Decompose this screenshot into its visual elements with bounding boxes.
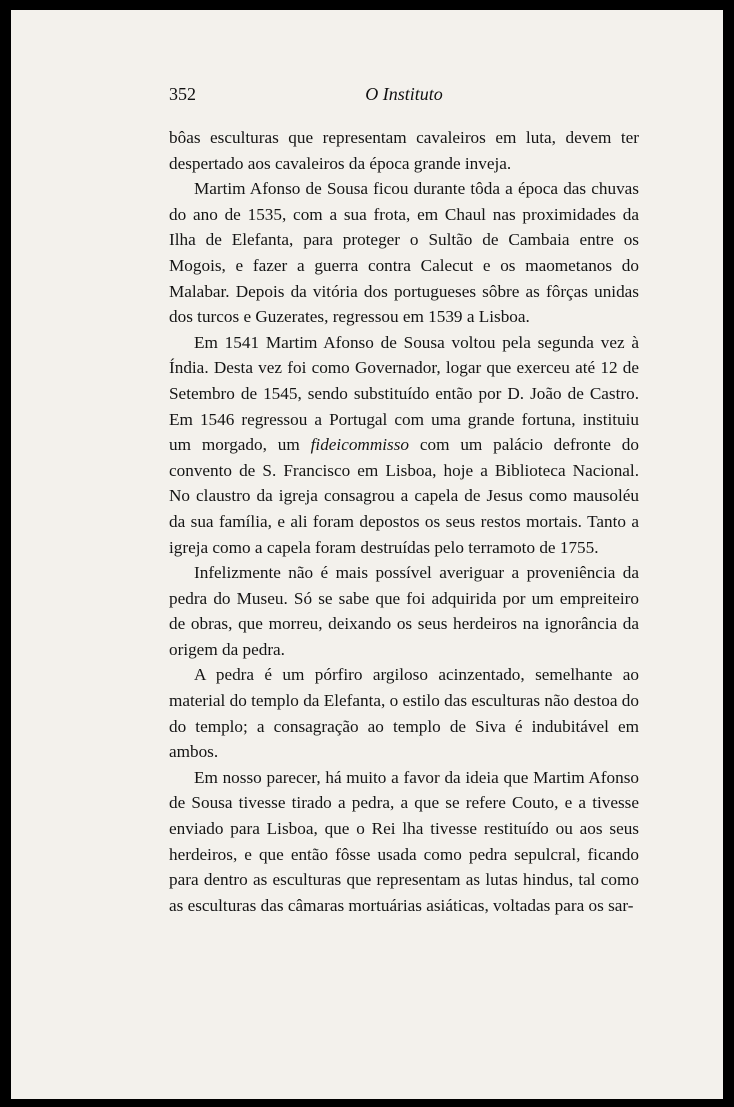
- body-text: [169, 125, 639, 918]
- italic-term: fideicommisso: [310, 435, 409, 455]
- book-page: [11, 10, 723, 1099]
- paragraph-1: bôas esculturas que representam cavaleiros em luta, devem ter despertado aos cavaleiros da época grande inveja.: [169, 128, 639, 173]
- page-number: 352: [169, 84, 196, 104]
- paragraph-3-text-after: com um palácio defronte do convento de S. Francisco em Lisboa, hoje a Biblioteca Nacional. No claustro da igreja consagrou a capela de Jesus como mausoléu da sua família, e ali foram depostos os seus restos mortais. Tanto a igreja como a capela foram destruídas pelo terramoto de 1755.: [169, 435, 639, 557]
- paragraph-3: [169, 330, 639, 560]
- page-header: [169, 84, 639, 108]
- running-title: O Instituto: [365, 84, 443, 104]
- paragraph-6: Em nosso parecer, há muito a favor da ideia que Martim Afonso de Sousa tivesse tirado a pedra, a que se refere Couto, e a tivesse enviado para Lisboa, que o Rei lha tivesse restituído ou aos seus herdeiros, e que então fôsse usada como pedra sepulcral, ficando para dentro as esculturas que representam as lutas hindus, tal como as esculturas das câmaras mortuárias asiáticas, voltadas para os sar-: [169, 767, 639, 915]
- paragraph-5: A pedra é um pórfiro argiloso acinzentado, semelhante ao material do templo da Elefanta, o estilo das esculturas não destoa do do templo; a consagração ao templo de Siva é indubitável em ambos.: [169, 665, 639, 762]
- paragraph-3-text-before: Em 1541 Martim Afonso de Sousa voltou pela segunda vez à Índia. Desta vez foi como Governador, logar que exerceu até 12 de Setembro de 1545, sendo substituído então por D. João de Castro. Em 1546 regressou a Portugal com uma grande fortuna, instituiu um morgado, um: [169, 332, 639, 455]
- paragraph-4: Infelizmente não é mais possível averiguar a proveniência da pedra do Museu. Só se sabe que foi adquirida por um empreiteiro de obras, que morreu, deixando os seus herdeiros na ignorância da origem da pedra.: [169, 563, 639, 659]
- paragraph-2: Martim Afonso de Sousa ficou durante tôda a época das chuvas do ano de 1535, com a sua frota, em Chaul nas proximidades da Ilha de Elefanta, para proteger o Sultão de Cambaia entre os Mogois, e fazer a guerra contra Calecut e os maometanos do Malabar. Depois da vitória dos portugueses sôbre as fôrças unidas dos turcos e Guzerates, regressou em 1539 a Lisboa.: [169, 179, 639, 327]
